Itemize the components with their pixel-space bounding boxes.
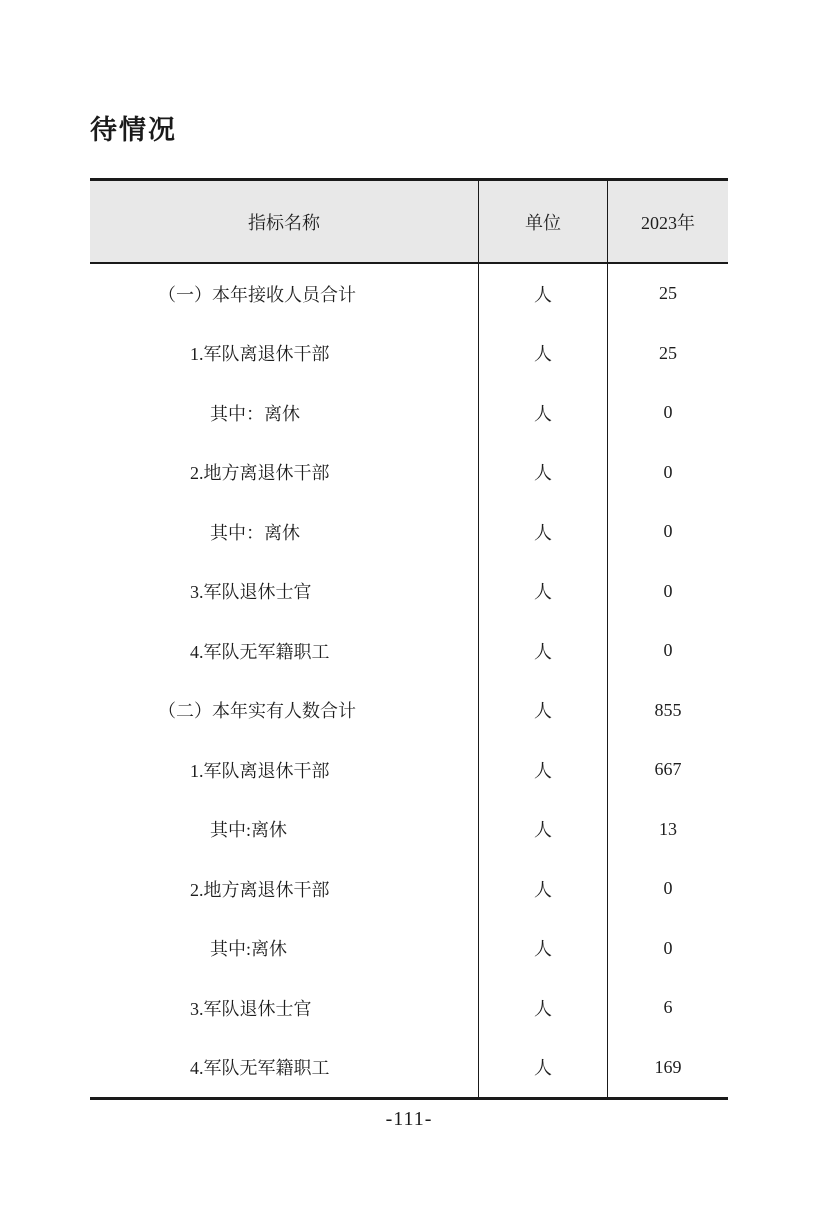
- row-label: 2.地方离退休干部: [190, 879, 330, 900]
- row-unit: 人: [478, 800, 608, 860]
- row-unit: 人: [478, 1038, 608, 1098]
- row-unit: 人: [478, 978, 608, 1038]
- row-unit: 人: [478, 324, 608, 384]
- table-row: [90, 681, 728, 741]
- row-unit: 人: [478, 562, 608, 622]
- row-value: 169: [654, 1056, 682, 1077]
- row-label: 其中：离休: [210, 522, 300, 543]
- row-value: 0: [663, 878, 673, 899]
- row-unit: 人: [478, 681, 608, 741]
- table-row: [90, 919, 728, 979]
- row-unit: 人: [478, 621, 608, 681]
- row-label: 其中：离休: [210, 403, 300, 424]
- row-label: 4.军队无军籍职工: [190, 641, 330, 662]
- row-unit: 人: [478, 740, 608, 800]
- row-label: 1.军队离退休干部: [190, 760, 330, 781]
- row-value: 0: [663, 402, 673, 423]
- page-title: 待情况: [90, 115, 177, 145]
- table-row: [90, 740, 728, 800]
- row-label: （一）本年接收人员合计: [158, 284, 356, 305]
- row-value: 0: [663, 521, 673, 542]
- page-number: -111-: [385, 1108, 433, 1130]
- row-unit: 人: [478, 502, 608, 562]
- row-label: （二）本年实有人数合计: [158, 701, 356, 722]
- row-label: 1.军队离退休干部: [190, 344, 330, 365]
- table-header-row: [90, 181, 728, 264]
- row-label: 其中:离休: [210, 939, 288, 960]
- table-row: [90, 383, 728, 443]
- row-label: 2.地方离退休干部: [190, 463, 330, 484]
- row-unit: 人: [478, 383, 608, 443]
- row-unit: 人: [478, 443, 608, 503]
- row-label: 4.军队无军籍职工: [190, 1058, 330, 1079]
- row-value: 0: [663, 937, 673, 958]
- table-row: [90, 324, 728, 384]
- row-unit: 人: [478, 919, 608, 979]
- row-value: 667: [654, 759, 682, 780]
- row-value: 13: [659, 818, 677, 839]
- row-unit: 人: [478, 859, 608, 919]
- header-unit: 单位: [478, 181, 608, 262]
- row-value: 25: [659, 283, 677, 304]
- table-row: [90, 443, 728, 503]
- row-label: 3.军队退休士官: [190, 998, 312, 1019]
- table-row: [90, 859, 728, 919]
- row-value: 0: [663, 461, 673, 482]
- table-row: [90, 264, 728, 324]
- row-value: 25: [659, 342, 677, 363]
- table-row: [90, 562, 728, 622]
- row-label: 3.军队退休士官: [190, 582, 312, 603]
- statistics-table: [90, 178, 728, 1100]
- row-value: 855: [654, 699, 682, 720]
- row-value: 0: [663, 580, 673, 601]
- header-indicator-name: 指标名称: [248, 212, 320, 233]
- table-row: [90, 502, 728, 562]
- table-row: [90, 978, 728, 1038]
- table-row: [90, 621, 728, 681]
- row-unit: 人: [478, 264, 608, 324]
- row-value: 6: [663, 997, 673, 1018]
- row-value: 0: [663, 640, 673, 661]
- header-year-2023: 2023年: [641, 212, 695, 233]
- table-row: [90, 800, 728, 860]
- table-row: [90, 1038, 728, 1098]
- row-label: 其中:离休: [210, 820, 288, 841]
